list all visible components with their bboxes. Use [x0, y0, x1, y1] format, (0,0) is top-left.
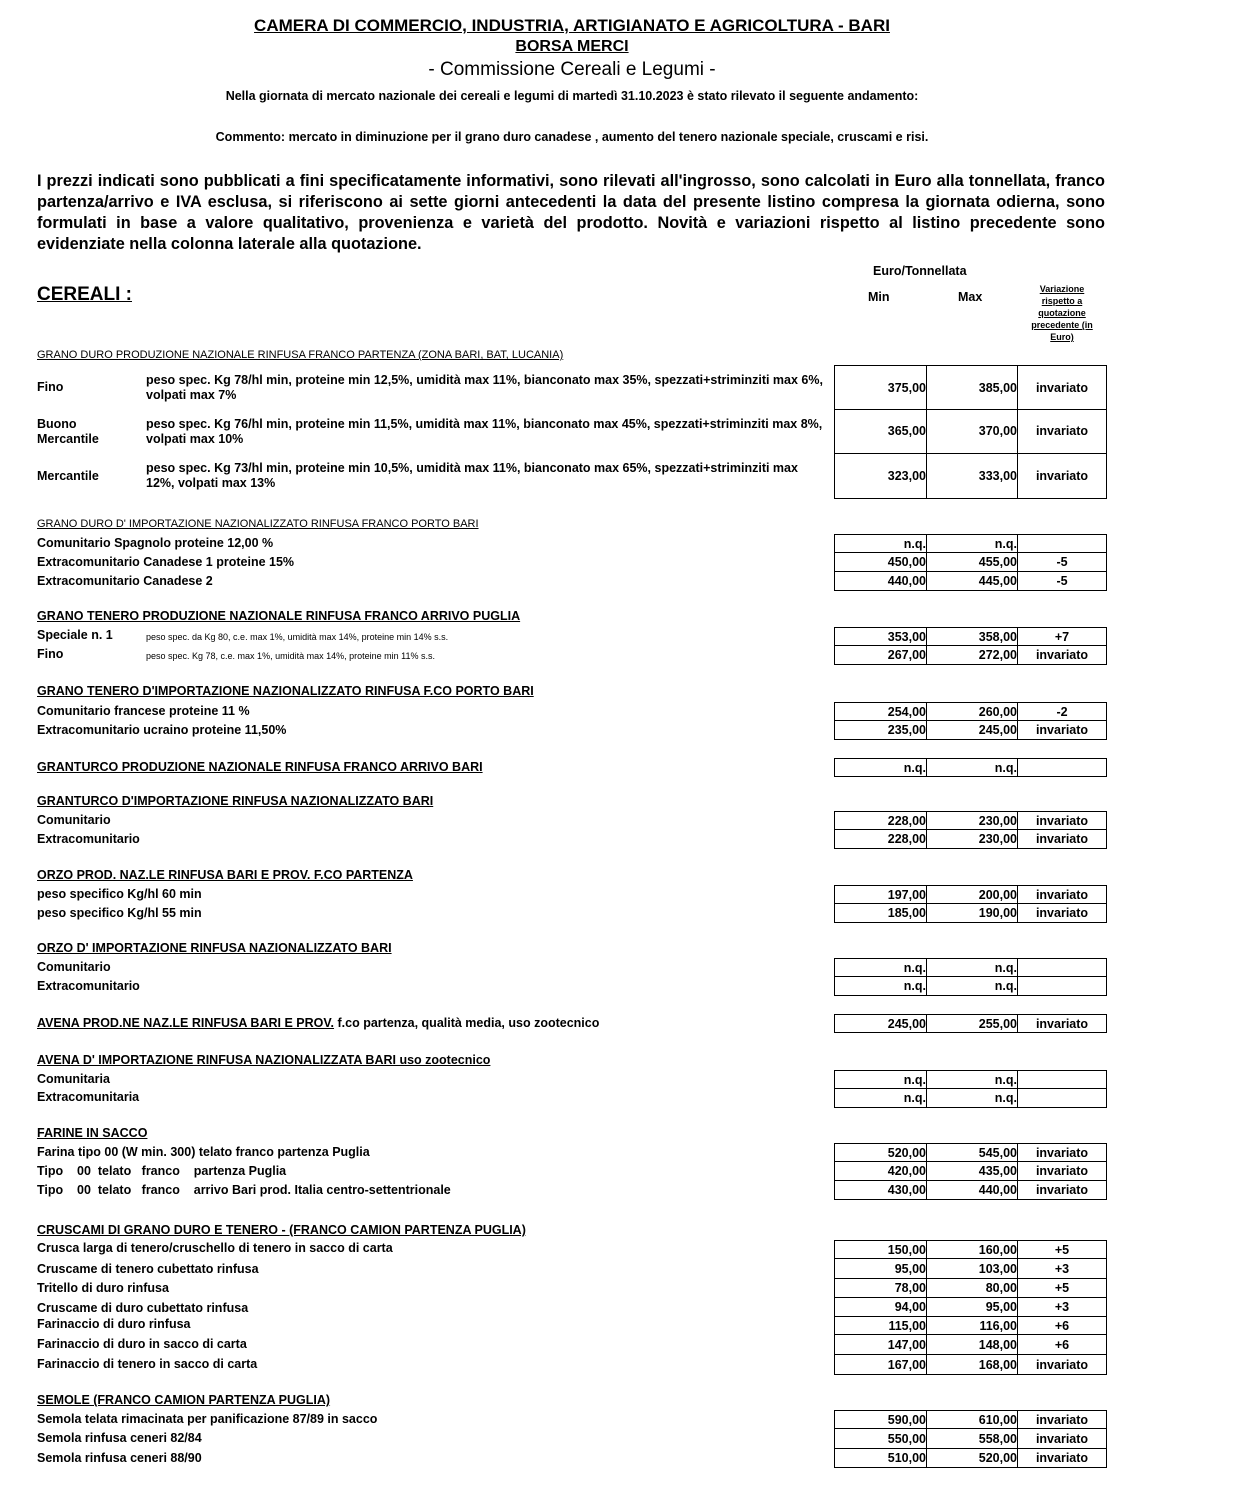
row-label: peso specifico Kg/hl 55 min	[37, 906, 202, 920]
price-variation: +3	[1054, 1261, 1070, 1276]
price-max: 358,00	[927, 628, 1018, 645]
price-row	[37, 1355, 1108, 1375]
price-variation: +5	[1054, 1242, 1070, 1257]
row-label: Farinaccio di duro rinfusa	[37, 1317, 191, 1331]
price-max: 520,00	[927, 1449, 1018, 1467]
price-variation: invariato	[1035, 1357, 1089, 1372]
price-row	[37, 1181, 1108, 1200]
row-label: Mercantile	[37, 469, 99, 483]
price-variation: invariato	[1035, 380, 1089, 395]
price-max: 272,00	[927, 646, 1018, 664]
price-max: 435,00	[927, 1162, 1018, 1180]
price-row	[37, 1429, 1108, 1449]
price-row	[37, 534, 1108, 553]
price-row	[37, 811, 1108, 830]
price-variation: +3	[1054, 1300, 1070, 1314]
price-max: 160,00	[927, 1241, 1018, 1258]
price-row	[37, 958, 1108, 977]
row-label: Tipo 00 telato franco partenza Puglia	[37, 1164, 287, 1178]
price-max: 445,00	[927, 572, 1018, 590]
price-min: 430,00	[835, 1181, 927, 1199]
row-label: Comunitario	[37, 813, 111, 827]
price-min: 245,00	[835, 1015, 927, 1032]
price-row	[37, 453, 1108, 499]
price-max: 245,00	[927, 721, 1018, 739]
row-label: Tipo 00 telato franco arrivo Bari prod. Italia centro-settentrionale	[37, 1183, 451, 1197]
min-column-header: Min	[868, 290, 890, 304]
price-variation: -5	[1056, 574, 1068, 588]
row-label: Extracomunitario Canadese 2	[37, 574, 213, 588]
price-variation	[1018, 535, 1106, 552]
price-max: 333,00	[927, 453, 1018, 498]
price-row	[37, 1298, 1108, 1317]
price-min: 365,00	[835, 409, 927, 453]
price-row	[37, 702, 1108, 721]
price-row	[37, 365, 1108, 410]
section-title: GRANO TENERO D'IMPORTAZIONE NAZIONALIZZATO RINFUSA F.CO PORTO BARI	[37, 684, 534, 698]
category-title: CEREALI :	[37, 284, 132, 305]
section-title: GRANO DURO PRODUZIONE NAZIONALE RINFUSA FRANCO PARTENZA (ZONA BARI, BAT, LUCANIA)	[37, 349, 564, 361]
price-row	[37, 1070, 1108, 1089]
section-title: AVENA D' IMPORTAZIONE RINFUSA NAZIONALIZZATA BARI uso zootecnico	[37, 1053, 491, 1067]
price-max: 200,00	[927, 886, 1018, 903]
row-label: Fino	[37, 380, 64, 394]
row-description: peso spec. Kg 76/hl min, proteine min 11,5%, umidità max 11%, bianconato max 45%, spezzati+striminziti max 8%, volpati max 10%	[146, 417, 823, 446]
price-variation: invariato	[1035, 1016, 1089, 1031]
section-title: GRANO DURO D' IMPORTAZIONE NAZIONALIZZATO RINFUSA FRANCO PORTO BARI	[37, 518, 479, 530]
price-max: 545,00	[927, 1144, 1018, 1161]
section-title: CRUSCAMI DI GRANO DURO E TENERO - (FRANCO CAMION PARTENZA PUGLIA)	[37, 1223, 526, 1237]
price-max: n.q.	[927, 1071, 1018, 1088]
price-min: 95,00	[835, 1259, 927, 1278]
row-label: Buono Mercantile	[37, 417, 99, 446]
price-min: 78,00	[835, 1279, 927, 1297]
price-min: 590,00	[835, 1411, 927, 1428]
price-min: n.q.	[835, 977, 927, 995]
row-description: peso spec. Kg 78/hl min, proteine min 12,5%, umidità max 11%, bianconato max 35%, spezzati+striminziti max 6%, volpati max 7%	[146, 373, 823, 402]
price-variation: invariato	[1035, 468, 1089, 483]
price-variation: +6	[1054, 1337, 1070, 1352]
price-row	[37, 409, 1108, 454]
row-label: Cruscame di tenero cubettato rinfusa	[37, 1262, 259, 1276]
price-variation	[1018, 1071, 1106, 1088]
row-label: Comunitaria	[37, 1072, 110, 1086]
variation-column-header: Variazione rispetto a quotazione precedente (in Euro)	[1031, 284, 1093, 342]
row-label: Tritello di duro rinfusa	[37, 1281, 169, 1295]
section-title: FARINE IN SACCO	[37, 1126, 148, 1140]
price-min: 440,00	[835, 572, 927, 590]
price-max: 610,00	[927, 1411, 1018, 1428]
section-title: GRANTURCO D'IMPORTAZIONE RINFUSA NAZIONALIZZATO BARI	[37, 794, 434, 808]
price-row	[37, 977, 1108, 996]
row-description: peso spec. da Kg 80, c.e. max 1%, umidità max 14%, proteine min 14% s.s.	[146, 632, 449, 642]
section-title-note: f.co partenza, qualità media, uso zootecnico	[334, 1016, 600, 1030]
price-row	[37, 553, 1108, 572]
max-column-header: Max	[958, 290, 983, 304]
price-min: 267,00	[835, 646, 927, 664]
price-row	[37, 1279, 1108, 1298]
row-label: Semola telata rimacinata per panificazione 87/89 in sacco	[37, 1412, 378, 1426]
price-min: 420,00	[835, 1162, 927, 1180]
price-row	[37, 572, 1108, 591]
section-title: SEMOLE (FRANCO CAMION PARTENZA PUGLIA)	[37, 1393, 331, 1407]
price-max: 168,00	[927, 1355, 1018, 1374]
intro-paragraph: I prezzi indicati sono pubblicati a fini specificatamente informativi, sono rilevati all'ingrosso, sono calcolati in Euro alla tonnellata, franco partenza/arrivo e IVA esclusa, si riferiscono ai sette giorni antecedenti la data del presente listino compresa la giornata odierna, sono formulati in base a valore qualitativo, provenienza e varietà del prodotto. Novità e variazioni rispetto al listino precedente sono evidenziate nella colonna laterale alla quotazione.	[37, 172, 1105, 253]
row-label: Semola rinfusa ceneri 82/84	[37, 1431, 202, 1445]
price-variation: +7	[1054, 629, 1070, 644]
price-max: n.q.	[927, 1089, 1018, 1107]
price-variation: -5	[1056, 555, 1068, 569]
row-label: Comunitario	[37, 960, 111, 974]
price-min: 375,00	[835, 366, 927, 409]
price-min: 228,00	[835, 812, 927, 829]
price-variation: invariato	[1035, 1183, 1089, 1197]
price-max: 230,00	[927, 812, 1018, 829]
row-label: Farina tipo 00 (W min. 300) telato franco partenza Puglia	[37, 1145, 370, 1159]
row-label: Farinaccio di duro in sacco di carta	[37, 1337, 247, 1351]
price-max: 103,00	[927, 1259, 1018, 1278]
price-min: 150,00	[835, 1241, 927, 1258]
row-label: Farinaccio di tenero in sacco di carta	[37, 1357, 258, 1371]
price-min: 550,00	[835, 1429, 927, 1448]
row-label: Crusca larga di tenero/cruschello di tenero in sacco di carta	[37, 1241, 393, 1255]
price-variation: +5	[1054, 1281, 1070, 1295]
price-min: 235,00	[835, 721, 927, 739]
price-max: 440,00	[927, 1181, 1018, 1199]
price-row	[37, 1317, 1108, 1335]
row-label: peso specifico Kg/hl 60 min	[37, 887, 202, 901]
price-max: n.q.	[927, 535, 1018, 552]
price-variation: invariato	[1035, 1451, 1089, 1465]
row-label: Fino	[37, 647, 64, 661]
price-min: 94,00	[835, 1298, 927, 1316]
row-label: Cruscame di duro cubettato rinfusa	[37, 1301, 249, 1315]
price-min: 450,00	[835, 553, 927, 571]
price-max: n.q.	[927, 959, 1018, 976]
price-variation: invariato	[1035, 424, 1089, 438]
price-row	[37, 646, 1108, 665]
price-row	[37, 1240, 1108, 1259]
price-max: 95,00	[927, 1298, 1018, 1316]
price-variation: invariato	[1035, 723, 1089, 737]
price-row	[37, 1143, 1108, 1162]
row-label: Semola rinfusa ceneri 88/90	[37, 1451, 202, 1465]
price-variation: +6	[1054, 1318, 1070, 1333]
row-label: Comunitario francese proteine 11 %	[37, 704, 250, 718]
price-min: 228,00	[835, 830, 927, 848]
price-min: 115,00	[835, 1317, 927, 1334]
price-row	[37, 904, 1108, 923]
row-description: peso spec. Kg 73/hl min, proteine min 10,5%, umidità max 11%, bianconato max 65%, spezzati+striminziti max 12%, volpati max 13%	[146, 461, 798, 490]
price-row	[37, 1162, 1108, 1181]
price-variation: invariato	[1035, 832, 1089, 846]
price-variation: invariato	[1035, 648, 1089, 662]
section-title: GRANTURCO PRODUZIONE NAZIONALE RINFUSA FRANCO ARRIVO BARI	[37, 760, 483, 774]
section-title-main: AVENA PROD.NE NAZ.LE RINFUSA BARI E PROV.	[37, 1016, 335, 1030]
price-min: 254,00	[835, 703, 927, 720]
price-min: 323,00	[835, 453, 927, 498]
price-max: 80,00	[927, 1279, 1018, 1297]
row-label: Speciale n. 1	[37, 628, 113, 642]
price-max: n.q.	[927, 977, 1018, 995]
row-label: Extracomunitaria	[37, 1090, 140, 1104]
row-label: Extracomunitario	[37, 979, 140, 993]
price-row	[37, 721, 1108, 740]
price-min: n.q.	[835, 535, 927, 552]
price-row	[37, 627, 1108, 646]
price-max: 116,00	[927, 1317, 1018, 1334]
commission-title: - Commissione Cereali e Legumi -	[428, 59, 716, 80]
row-label: Extracomunitario	[37, 832, 140, 846]
price-row	[37, 1410, 1108, 1429]
price-row	[37, 830, 1108, 849]
price-min: 197,00	[835, 886, 927, 903]
price-variation: invariato	[1035, 1164, 1089, 1178]
price-variation: invariato	[1035, 813, 1089, 828]
section-title	[37, 1016, 599, 1030]
section-title: ORZO D' IMPORTAZIONE RINFUSA NAZIONALIZZATO BARI	[37, 941, 392, 955]
price-variation: invariato	[1035, 1431, 1089, 1446]
price-row	[37, 1335, 1108, 1355]
price-max: 190,00	[927, 904, 1018, 922]
price-min: 510,00	[835, 1449, 927, 1467]
price-row	[37, 758, 1108, 777]
price-variation	[1018, 977, 1106, 995]
price-max: 558,00	[927, 1429, 1018, 1448]
price-row	[37, 1449, 1108, 1468]
price-variation: invariato	[1035, 906, 1089, 920]
price-variation	[1018, 959, 1106, 976]
price-max: n.q.	[927, 759, 1018, 776]
price-variation: invariato	[1035, 1412, 1089, 1427]
borsa-merci-title: BORSA MERCI	[515, 38, 629, 55]
price-row	[37, 1259, 1108, 1279]
chamber-title: CAMERA DI COMMERCIO, INDUSTRIA, ARTIGIANATO E AGRICOLTURA - BARI	[254, 16, 890, 35]
price-variation: -2	[1056, 704, 1068, 719]
price-min: 147,00	[835, 1335, 927, 1354]
price-min: 185,00	[835, 904, 927, 922]
price-min: 520,00	[835, 1144, 927, 1161]
price-variation: invariato	[1035, 1145, 1089, 1160]
section-title: ORZO PROD. NAZ.LE RINFUSA BARI E PROV. F.CO PARTENZA	[37, 868, 413, 882]
price-variation	[1018, 759, 1106, 776]
price-min: n.q.	[835, 959, 927, 976]
price-min: 353,00	[835, 628, 927, 645]
price-row	[37, 1089, 1108, 1108]
price-variation: invariato	[1035, 887, 1089, 902]
section-title: GRANO TENERO PRODUZIONE NAZIONALE RINFUSA FRANCO ARRIVO PUGLIA	[37, 609, 521, 623]
row-description: peso spec. Kg 78, c.e. max 1%, umidità max 14%, proteine min 11% s.s.	[146, 651, 435, 661]
price-max: 148,00	[927, 1335, 1018, 1354]
price-max: 455,00	[927, 553, 1018, 571]
price-row	[37, 1014, 1108, 1033]
price-variation	[1018, 1089, 1106, 1107]
price-min: 167,00	[835, 1355, 927, 1374]
price-min: n.q.	[835, 1071, 927, 1088]
price-max: 260,00	[927, 703, 1018, 720]
price-max: 230,00	[927, 830, 1018, 848]
price-max: 255,00	[927, 1015, 1018, 1032]
price-min: n.q.	[835, 1089, 927, 1107]
row-label: Extracomunitario Canadese 1 proteine 15%	[37, 555, 295, 569]
market-comment: Commento: mercato in diminuzione per il grano duro canadese , aumento del tenero nazionale speciale, cruscami e risi.	[215, 130, 929, 144]
price-row	[37, 885, 1108, 904]
price-max: 385,00	[927, 366, 1018, 409]
row-label: Comunitario Spagnolo proteine 12,00 %	[37, 536, 274, 550]
row-label: Extracomunitario ucraino proteine 11,50%	[37, 723, 287, 737]
price-max: 370,00	[927, 409, 1018, 453]
market-date-line: Nella giornata di mercato nazionale dei cereali e legumi di martedì 31.10.2023 è stato rilevato il seguente andamento:	[225, 89, 919, 103]
unit-header: Euro/Tonnellata	[873, 264, 967, 278]
price-min: n.q.	[835, 759, 927, 776]
